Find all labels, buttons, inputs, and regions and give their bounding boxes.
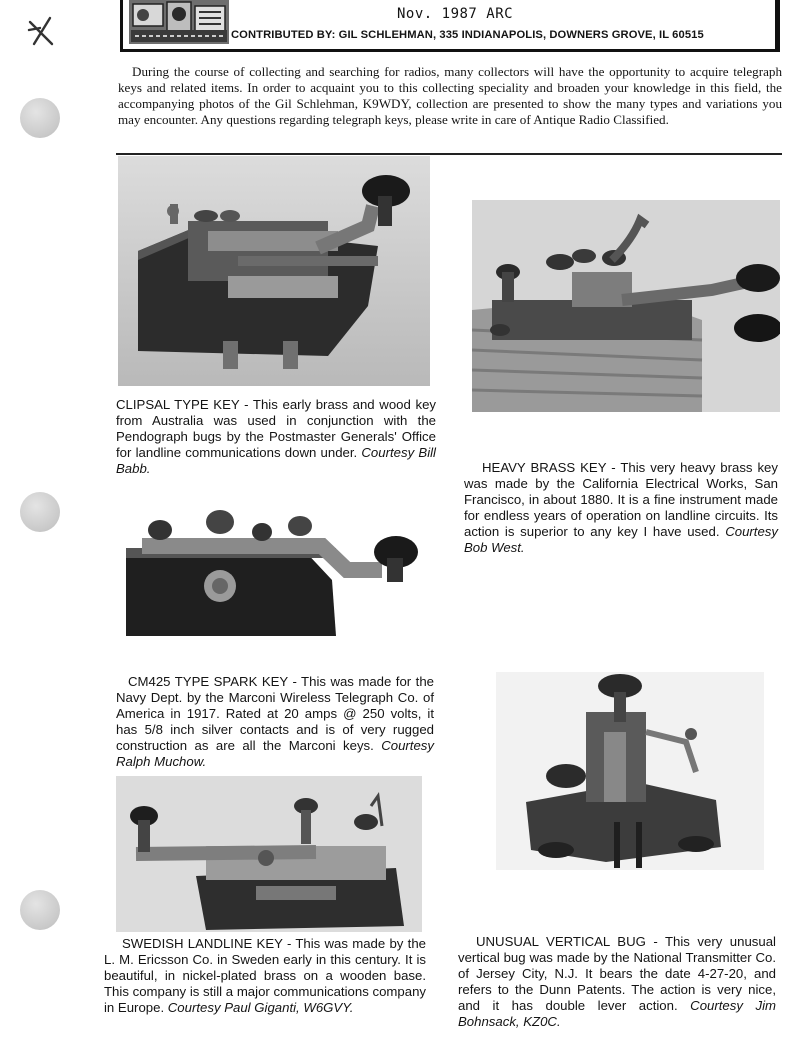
- photo-vertical-bug: [496, 672, 764, 870]
- binder-hole-middle: [20, 492, 60, 532]
- caption-courtesy: Courtesy Bill Babb.: [116, 445, 436, 476]
- section-divider: [116, 153, 782, 155]
- binder-hole-bottom: [20, 890, 60, 930]
- caption-text: - This very heavy brass key was made by the California Electrical Works, San Francisco, in about 1880. It is a fine instrument made for endless years of operation on landline circuits. Its action is superior to any key I have used.: [464, 460, 778, 539]
- contributor-line: CONTRIBUTED BY: GIL SCHLEHMAN, 335 INDIANAPOLIS, DOWNERS GROVE, IL 60515: [231, 29, 704, 41]
- binder-hole-top: [20, 98, 60, 138]
- caption-courtesy: Courtesy Paul Giganti, W6GVY.: [167, 1000, 354, 1015]
- caption-title: CLIPSAL TYPE KEY: [116, 397, 240, 412]
- caption-vertical-bug: [458, 934, 776, 1030]
- issue-date: Nov. 1987 ARC: [397, 6, 514, 22]
- caption-swedish-landline-key: [104, 936, 426, 1016]
- page-header: [120, 0, 780, 52]
- caption-courtesy: Courtesy Bob West.: [464, 524, 778, 555]
- caption-clipsal-key: [116, 397, 436, 477]
- caption-text: - This very unusual vertical bug was made by the National Transmitter Co. of Jersey City, N.J. It bears the date 4-27-20, and refers to the Dunn Patents. The action is very nice, and it has double lever action.: [458, 934, 776, 1013]
- caption-text: - This was made for the Navy Dept. by the Marconi Wireless Telegraph Co. of America in 1917. Rated at 20 amps @ 250 volts, it has 5/8 inch silver contacts and is of very rugged construction as are all the Marconi keys.: [116, 674, 434, 753]
- caption-heavy-brass-key: [464, 460, 778, 556]
- caption-text: - This early brass and wood key from Australia was used in conjunction with the Pendograph bugs by the Postmaster Generals' Office for landline communications down under.: [116, 397, 436, 460]
- photo-heavy-brass-key: [472, 200, 780, 412]
- caption-courtesy: Courtesy Ralph Muchow.: [116, 738, 434, 769]
- photo-swedish-landline-key: [116, 776, 422, 932]
- photo-clipsal-key: [118, 156, 430, 386]
- caption-courtesy: Courtesy Jim Bohnsack, KZ0C.: [458, 998, 776, 1029]
- intro-paragraph: During the course of collecting and searching for radios, many collectors will have the opportunity to acquire telegraph keys and related items. In order to acquaint you to this collecting speciality and broaden your knowledge in this field, the accompanying photos of the Gil Schlehman, K9WDY, collection are presented to show the many types and variations you may encounter. Any questions regarding telegraph keys, please write in care of Antique Radio Classified.: [118, 64, 782, 127]
- handwritten-x-mark: [26, 14, 56, 48]
- photo-cm425-spark-key: [122, 500, 434, 640]
- caption-title: UNUSUAL VERTICAL BUG: [476, 934, 646, 949]
- caption-title: HEAVY BRASS KEY: [482, 460, 607, 475]
- caption-title: CM425 TYPE SPARK KEY: [128, 674, 288, 689]
- caption-text: - This was made by the L. M. Ericsson Co. in Sweden early in this century. It is beautiful, in nickel-plated brass on a wooden base. This company is still a major communications company in Europe.: [104, 936, 426, 1015]
- radio-collage-logo: [129, 0, 229, 44]
- caption-cm425-spark-key: [116, 674, 434, 770]
- caption-title: SWEDISH LANDLINE KEY: [122, 936, 283, 951]
